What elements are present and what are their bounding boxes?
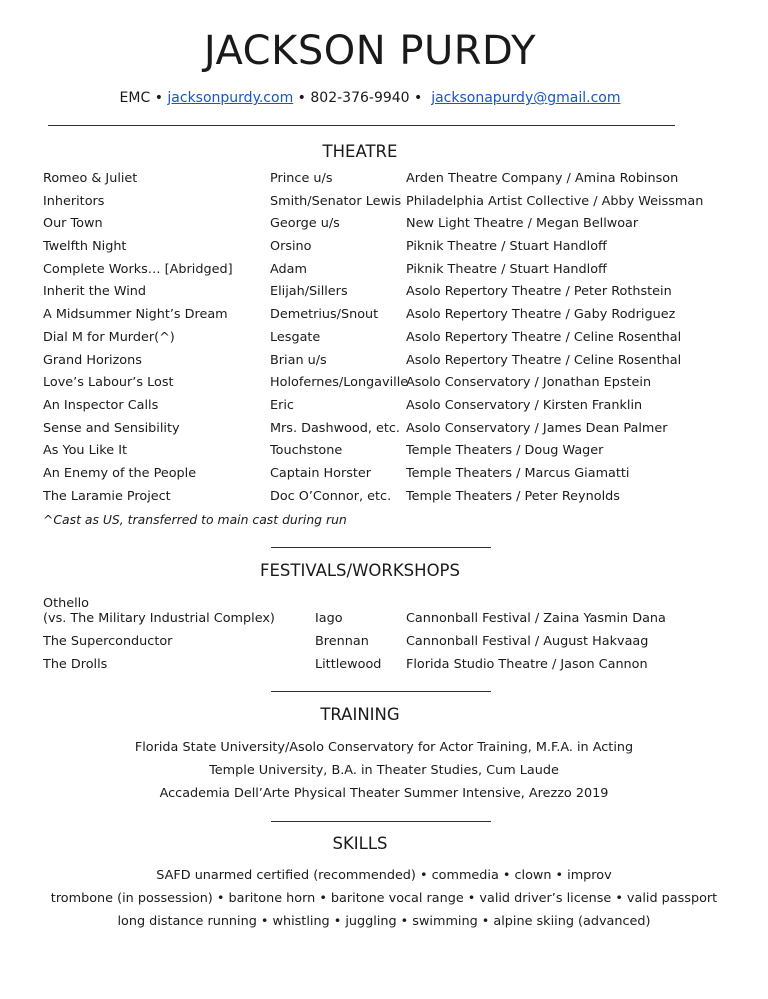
role: Captain Horster bbox=[270, 465, 372, 481]
role: Doc O’Connor, etc. bbox=[270, 488, 392, 504]
venue-director: Cannonball Festival / Zaina Yasmin Dana bbox=[406, 611, 666, 626]
training-list bbox=[0, 738, 768, 807]
show-title: The Drolls bbox=[43, 657, 108, 672]
role: Prince u/s bbox=[270, 171, 333, 186]
credit-row bbox=[43, 215, 723, 238]
role: Mrs. Dashwood, etc. bbox=[270, 420, 400, 436]
role: Orsino bbox=[270, 239, 312, 255]
training-item: Temple University, B.A. in Theater Studies, Cum Laude bbox=[209, 763, 559, 778]
venue-director: Piknik Theatre / Stuart Handloff bbox=[406, 239, 607, 255]
credit-row bbox=[43, 283, 723, 306]
role: Adam bbox=[270, 261, 307, 277]
venue-director: Asolo Repertory Theatre / Peter Rothstein bbox=[406, 284, 672, 300]
skills-line: SAFD unarmed certified (recommended) • commedia • clown • improv bbox=[156, 868, 612, 883]
show-title: Othello bbox=[43, 596, 90, 611]
skills-line: long distance running • whistling • juggling • swimming • alpine skiing (advanced) bbox=[117, 914, 651, 929]
role: Elijah/Sillers bbox=[270, 284, 348, 300]
credit-row bbox=[43, 329, 723, 352]
venue-director: Asolo Repertory Theatre / Celine Rosenthal bbox=[406, 329, 682, 345]
role: Holofernes/Longaville bbox=[270, 375, 409, 391]
venue-director: Asolo Repertory Theatre / Gaby Rodriguez bbox=[406, 307, 676, 323]
show-title: Twelfth Night bbox=[43, 239, 127, 255]
credit-row bbox=[43, 442, 723, 465]
resume-name: JACKSON PURDY bbox=[203, 28, 537, 74]
phone-number: 802-376-9940 bbox=[310, 90, 410, 106]
venue-director: Arden Theatre Company / Amina Robinson bbox=[406, 171, 679, 186]
section-divider bbox=[271, 547, 491, 548]
training-heading: TRAINING bbox=[320, 705, 400, 724]
credit-row bbox=[43, 420, 723, 443]
credit-row bbox=[43, 306, 723, 329]
show-title: Complete Works… [Abridged] bbox=[43, 261, 233, 277]
separator: • bbox=[414, 90, 423, 106]
venue-director: Asolo Repertory Theatre / Celine Rosenthal bbox=[406, 352, 682, 368]
show-title: Dial M for Murder(^) bbox=[43, 329, 175, 345]
venue-director: Piknik Theatre / Stuart Handloff bbox=[406, 261, 607, 277]
theatre-heading: THEATRE bbox=[322, 142, 398, 161]
show-title: Our Town bbox=[43, 216, 103, 232]
skills-heading: SKILLS bbox=[332, 834, 388, 853]
role: Brennan bbox=[315, 634, 369, 649]
role: Touchstone bbox=[270, 443, 343, 459]
credit-row bbox=[43, 170, 723, 193]
website-link[interactable]: jacksonpurdy.com bbox=[167, 90, 294, 106]
venue-director: Asolo Conservatory / Jonathan Epstein bbox=[406, 375, 652, 391]
union-status: EMC bbox=[119, 90, 151, 106]
credit-row bbox=[43, 488, 723, 511]
show-title: The Superconductor bbox=[43, 634, 173, 649]
venue-director: Asolo Conservatory / James Dean Palmer bbox=[406, 420, 668, 436]
header-divider bbox=[48, 125, 675, 126]
show-title: An Enemy of the People bbox=[43, 465, 197, 481]
festivals-heading: FESTIVALS/WORKSHOPS bbox=[260, 561, 460, 580]
credit-row bbox=[43, 374, 723, 397]
show-title: The Laramie Project bbox=[43, 488, 171, 504]
skills-line: trombone (in possession) • baritone horn • baritone vocal range • valid driver’s license • valid passport bbox=[50, 891, 718, 906]
role: Iago bbox=[315, 611, 343, 626]
role: Demetrius/Snout bbox=[270, 307, 379, 323]
email-link[interactable]: jacksonapurdy@gmail.com bbox=[431, 90, 621, 106]
contact-line bbox=[0, 90, 740, 106]
credit-row bbox=[43, 238, 723, 261]
role: Littlewood bbox=[315, 657, 382, 672]
venue-director: Temple Theaters / Doug Wager bbox=[406, 443, 604, 459]
venue-director: Asolo Conservatory / Kirsten Franklin bbox=[406, 397, 643, 413]
venue-director: Cannonball Festival / August Hakvaag bbox=[406, 634, 649, 649]
venue-director: Philadelphia Artist Collective / Abby Weissman bbox=[406, 193, 704, 209]
role: Eric bbox=[270, 397, 294, 413]
separator: • bbox=[297, 90, 306, 106]
show-title: Sense and Sensibility bbox=[43, 420, 180, 436]
show-title: Inherit the Wind bbox=[43, 284, 146, 300]
separator: • bbox=[154, 90, 163, 106]
section-divider bbox=[271, 691, 491, 692]
venue-director: Temple Theaters / Peter Reynolds bbox=[406, 488, 620, 504]
show-title: Romeo & Juliet bbox=[43, 171, 138, 186]
credit-row bbox=[43, 193, 723, 216]
role: Smith/Senator Lewis bbox=[270, 193, 402, 209]
skills-list bbox=[0, 866, 768, 935]
credit-row bbox=[43, 465, 723, 488]
role: Brian u/s bbox=[270, 352, 327, 368]
show-subtitle: (vs. The Military Industrial Complex) bbox=[43, 611, 275, 626]
theatre-credits bbox=[43, 170, 723, 510]
venue-director: Temple Theaters / Marcus Giamatti bbox=[406, 465, 630, 481]
show-title: An Inspector Calls bbox=[43, 397, 159, 413]
credit-row bbox=[43, 261, 723, 284]
credit-row bbox=[43, 352, 723, 375]
venue-director: New Light Theatre / Megan Bellwoar bbox=[406, 216, 639, 232]
show-title: Grand Horizons bbox=[43, 352, 142, 368]
credit-row bbox=[43, 397, 723, 420]
role: Lesgate bbox=[270, 329, 321, 345]
understudy-note: ^Cast as US, transferred to main cast during run bbox=[43, 512, 347, 527]
role: George u/s bbox=[270, 216, 340, 232]
training-item: Accademia Dell’Arte Physical Theater Summer Intensive, Arezzo 2019 bbox=[159, 786, 609, 801]
training-item: Florida State University/Asolo Conservatory for Actor Training, M.F.A. in Acting bbox=[134, 740, 634, 755]
show-title: A Midsummer Night’s Dream bbox=[43, 307, 228, 323]
section-divider bbox=[271, 821, 491, 822]
show-title: Love’s Labour’s Lost bbox=[43, 375, 174, 391]
show-title: Inheritors bbox=[43, 193, 105, 209]
show-title: As You Like It bbox=[43, 443, 127, 459]
venue-director: Florida Studio Theatre / Jason Cannon bbox=[406, 657, 648, 672]
